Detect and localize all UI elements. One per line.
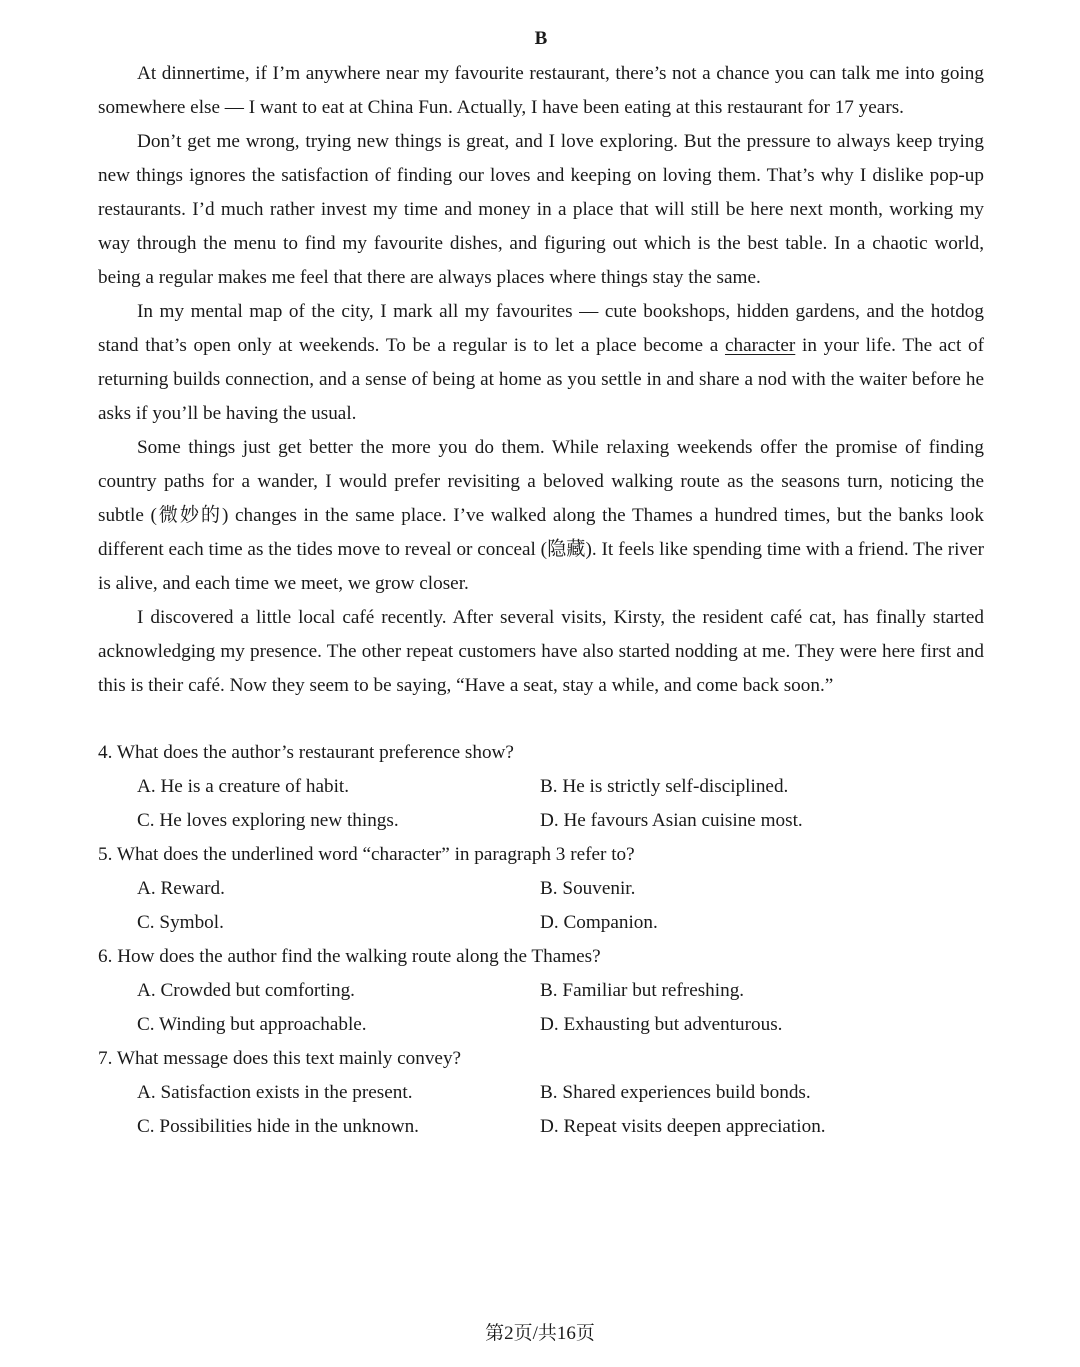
- underlined-word: character: [724, 335, 796, 356]
- option-b: B. Shared experiences build bonds.: [540, 1082, 811, 1103]
- option-c: C. Possibilities hide in the unknown.: [137, 1116, 419, 1137]
- question-stem: 5. What does the underlined word “character” in paragraph 3 refer to?: [98, 844, 635, 865]
- option-b: B. Souvenir.: [540, 878, 636, 899]
- question-4: [98, 736, 984, 838]
- option-d: D. He favours Asian cuisine most.: [540, 810, 803, 831]
- paragraph-5: I discovered a little local café recently. After several visits, Kirsty, the resident café cat, has finally started acknowledging my presence. The other repeat customers have also started nodding at me. They were here first and this is their café. Now they seem to be saying, “Have a seat, stay a while, and come back soon.”: [98, 607, 984, 696]
- option-c: C. He loves exploring new things.: [137, 810, 399, 831]
- paragraph-1: At dinnertime, if I’m anywhere near my favourite restaurant, there’s not a chance you can talk me into going somewhere else — I want to eat at China Fun. Actually, I have been eating at this restaurant for 17 years.: [98, 63, 984, 118]
- paragraph-3-text-a: In my mental map of the city, I mark all my favourites — cute bookshops, hidden gardens, and the hotdog stand that’s open only at weekends. To be a regular is to let a place become a: [98, 301, 984, 356]
- page-number: 第2页/共16页: [485, 1323, 595, 1344]
- question-7: [98, 1042, 984, 1144]
- option-d: D. Companion.: [540, 912, 658, 933]
- option-a: A. He is a creature of habit.: [137, 776, 350, 797]
- reading-passage: [98, 57, 984, 703]
- option-c: C. Symbol.: [137, 912, 224, 933]
- question-5: [98, 838, 984, 940]
- section-label: B: [534, 28, 548, 49]
- question-stem: 4. What does the author’s restaurant preference show?: [98, 742, 514, 763]
- option-c: C. Winding but approachable.: [137, 1014, 367, 1035]
- paragraph-2: Don’t get me wrong, trying new things is great, and I love exploring. But the pressure to always keep trying new things ignores the satisfaction of finding our loves and keeping on loving them. That’s why I dislike pop-up restaurants. I’d much rather invest my time and money in a place that will still be here next month, working my way through the menu to find my favourite dishes, and figuring out which is the best table. In a chaotic world, being a regular makes me feel that there are always places where things stay the same.: [98, 131, 984, 288]
- paragraph-3-text-b: in your life. The act of returning builds connection, and a sense of being at home as you settle in and share a nod with the waiter before he asks if you’ll be having the usual.: [98, 335, 984, 424]
- paragraph-4: Some things just get better the more you do them. While relaxing weekends offer the promise of finding country paths for a wander, I would prefer revisiting a beloved walking route as the seasons turn, noticing the subtle (微妙的) changes in the same place. I’ve walked along the Thames a hundred times, but the banks look different each time as the tides move to reveal or conceal (隐藏). It feels like spending time with a friend. The river is alive, and each time we meet, we grow closer.: [98, 437, 984, 594]
- option-a: A. Satisfaction exists in the present.: [137, 1082, 413, 1103]
- option-d: D. Exhausting but adventurous.: [540, 1014, 783, 1035]
- option-b: B. Familiar but refreshing.: [540, 980, 745, 1001]
- option-d: D. Repeat visits deepen appreciation.: [540, 1116, 826, 1137]
- question-stem: 7. What message does this text mainly convey?: [98, 1048, 462, 1069]
- option-a: A. Reward.: [137, 878, 225, 899]
- question-6: [98, 940, 984, 1042]
- paragraph-3: [98, 295, 984, 431]
- option-b: B. He is strictly self-disciplined.: [540, 776, 789, 797]
- question-list: [98, 736, 984, 1144]
- question-stem: 6. How does the author find the walking route along the Thames?: [98, 946, 601, 967]
- option-a: A. Crowded but comforting.: [137, 980, 355, 1001]
